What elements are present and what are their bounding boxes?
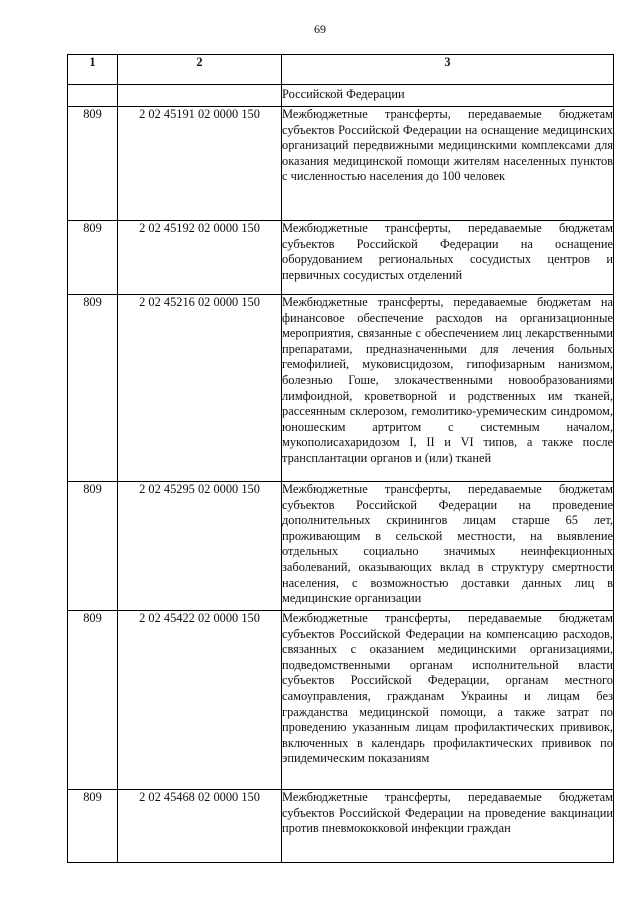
table-row-continuation xyxy=(68,85,614,107)
cell-description: Российской Федерации xyxy=(282,85,614,107)
cell-budget-code: 2 02 45216 02 0000 150 xyxy=(118,295,282,482)
table-row xyxy=(68,221,614,295)
cell-budget-code xyxy=(118,85,282,107)
header-col-1: 1 xyxy=(68,55,118,85)
cell-budget-code: 2 02 45192 02 0000 150 xyxy=(118,221,282,295)
table-header-row xyxy=(68,55,614,85)
cell-description: Межбюджетные трансферты, передаваемые бюджетам субъектов Российской Федерации на компенсацию расходов, связанных с оказанием медицинскими организациями, подведомственными органам исполнительной власти субъектов Российской Федерации, органам местного самоуправления, гражданам Украины и лицам без гражданства медицинской помощи, а также затрат по проведению указанным лицам профилактических прививок, включенных в календарь профилактических прививок по эпидемическим показаниям xyxy=(282,611,614,790)
cell-admin-code: 809 xyxy=(68,482,118,611)
cell-budget-code: 2 02 45191 02 0000 150 xyxy=(118,107,282,221)
cell-description: Межбюджетные трансферты, передаваемые бюджетам субъектов Российской Федерации на оснащение медицинских организаций передвижными медицинскими комплексами для оказания медицинской помощи жителям населенных пунктов с численностью населения до 100 человек xyxy=(282,107,614,221)
cell-budget-code: 2 02 45422 02 0000 150 xyxy=(118,611,282,790)
cell-budget-code: 2 02 45295 02 0000 150 xyxy=(118,482,282,611)
cell-admin-code: 809 xyxy=(68,790,118,863)
table-row xyxy=(68,482,614,611)
cell-description: Межбюджетные трансферты, передаваемые бюджетам субъектов Российской Федерации на проведение вакцинации против пневмококковой инфекции граждан xyxy=(282,790,614,863)
table-row xyxy=(68,295,614,482)
cell-description: Межбюджетные трансферты, передаваемые бюджетам на финансовое обеспечение расходов на организационные мероприятия, связанные с обеспечением лиц лекарственными препаратами, предназначенными для лечения больных гемофилией, муковисцидозом, гипофизарным нанизмом, болезнью Гоше, злокачественными новообразованиями лимфоидной, кроветворной и родственных им тканей, рассеянным склерозом, гемолитико-уремическим синдромом, юношеским артритом с системным началом, мукополисахаридозом I, II и VI типов, а также после трансплантации органов и (или) тканей xyxy=(282,295,614,482)
cell-description: Межбюджетные трансферты, передаваемые бюджетам субъектов Российской Федерации на проведение дополнительных скринингов лицам старше 65 лет, проживающим в сельской местности, на выявление отдельных социально значимых неинфекционных заболеваний, оказывающих вклад в структуру смертности населения, с возможностью доставки данных лиц в медицинские организации xyxy=(282,482,614,611)
cell-admin-code: 809 xyxy=(68,295,118,482)
table-row xyxy=(68,611,614,790)
classification-table xyxy=(67,54,614,863)
table-row xyxy=(68,790,614,863)
cell-description: Межбюджетные трансферты, передаваемые бюджетам субъектов Российской Федерации на оснащение оборудованием региональных сосудистых центров и первичных сосудистых отделений xyxy=(282,221,614,295)
cell-admin-code: 809 xyxy=(68,107,118,221)
cell-budget-code: 2 02 45468 02 0000 150 xyxy=(118,790,282,863)
cell-admin-code: 809 xyxy=(68,611,118,790)
page-number: 69 xyxy=(314,22,326,36)
header-col-3: 3 xyxy=(282,55,614,85)
cell-admin-code: 809 xyxy=(68,221,118,295)
cell-admin-code xyxy=(68,85,118,107)
header-col-2: 2 xyxy=(118,55,282,85)
table-row xyxy=(68,107,614,221)
